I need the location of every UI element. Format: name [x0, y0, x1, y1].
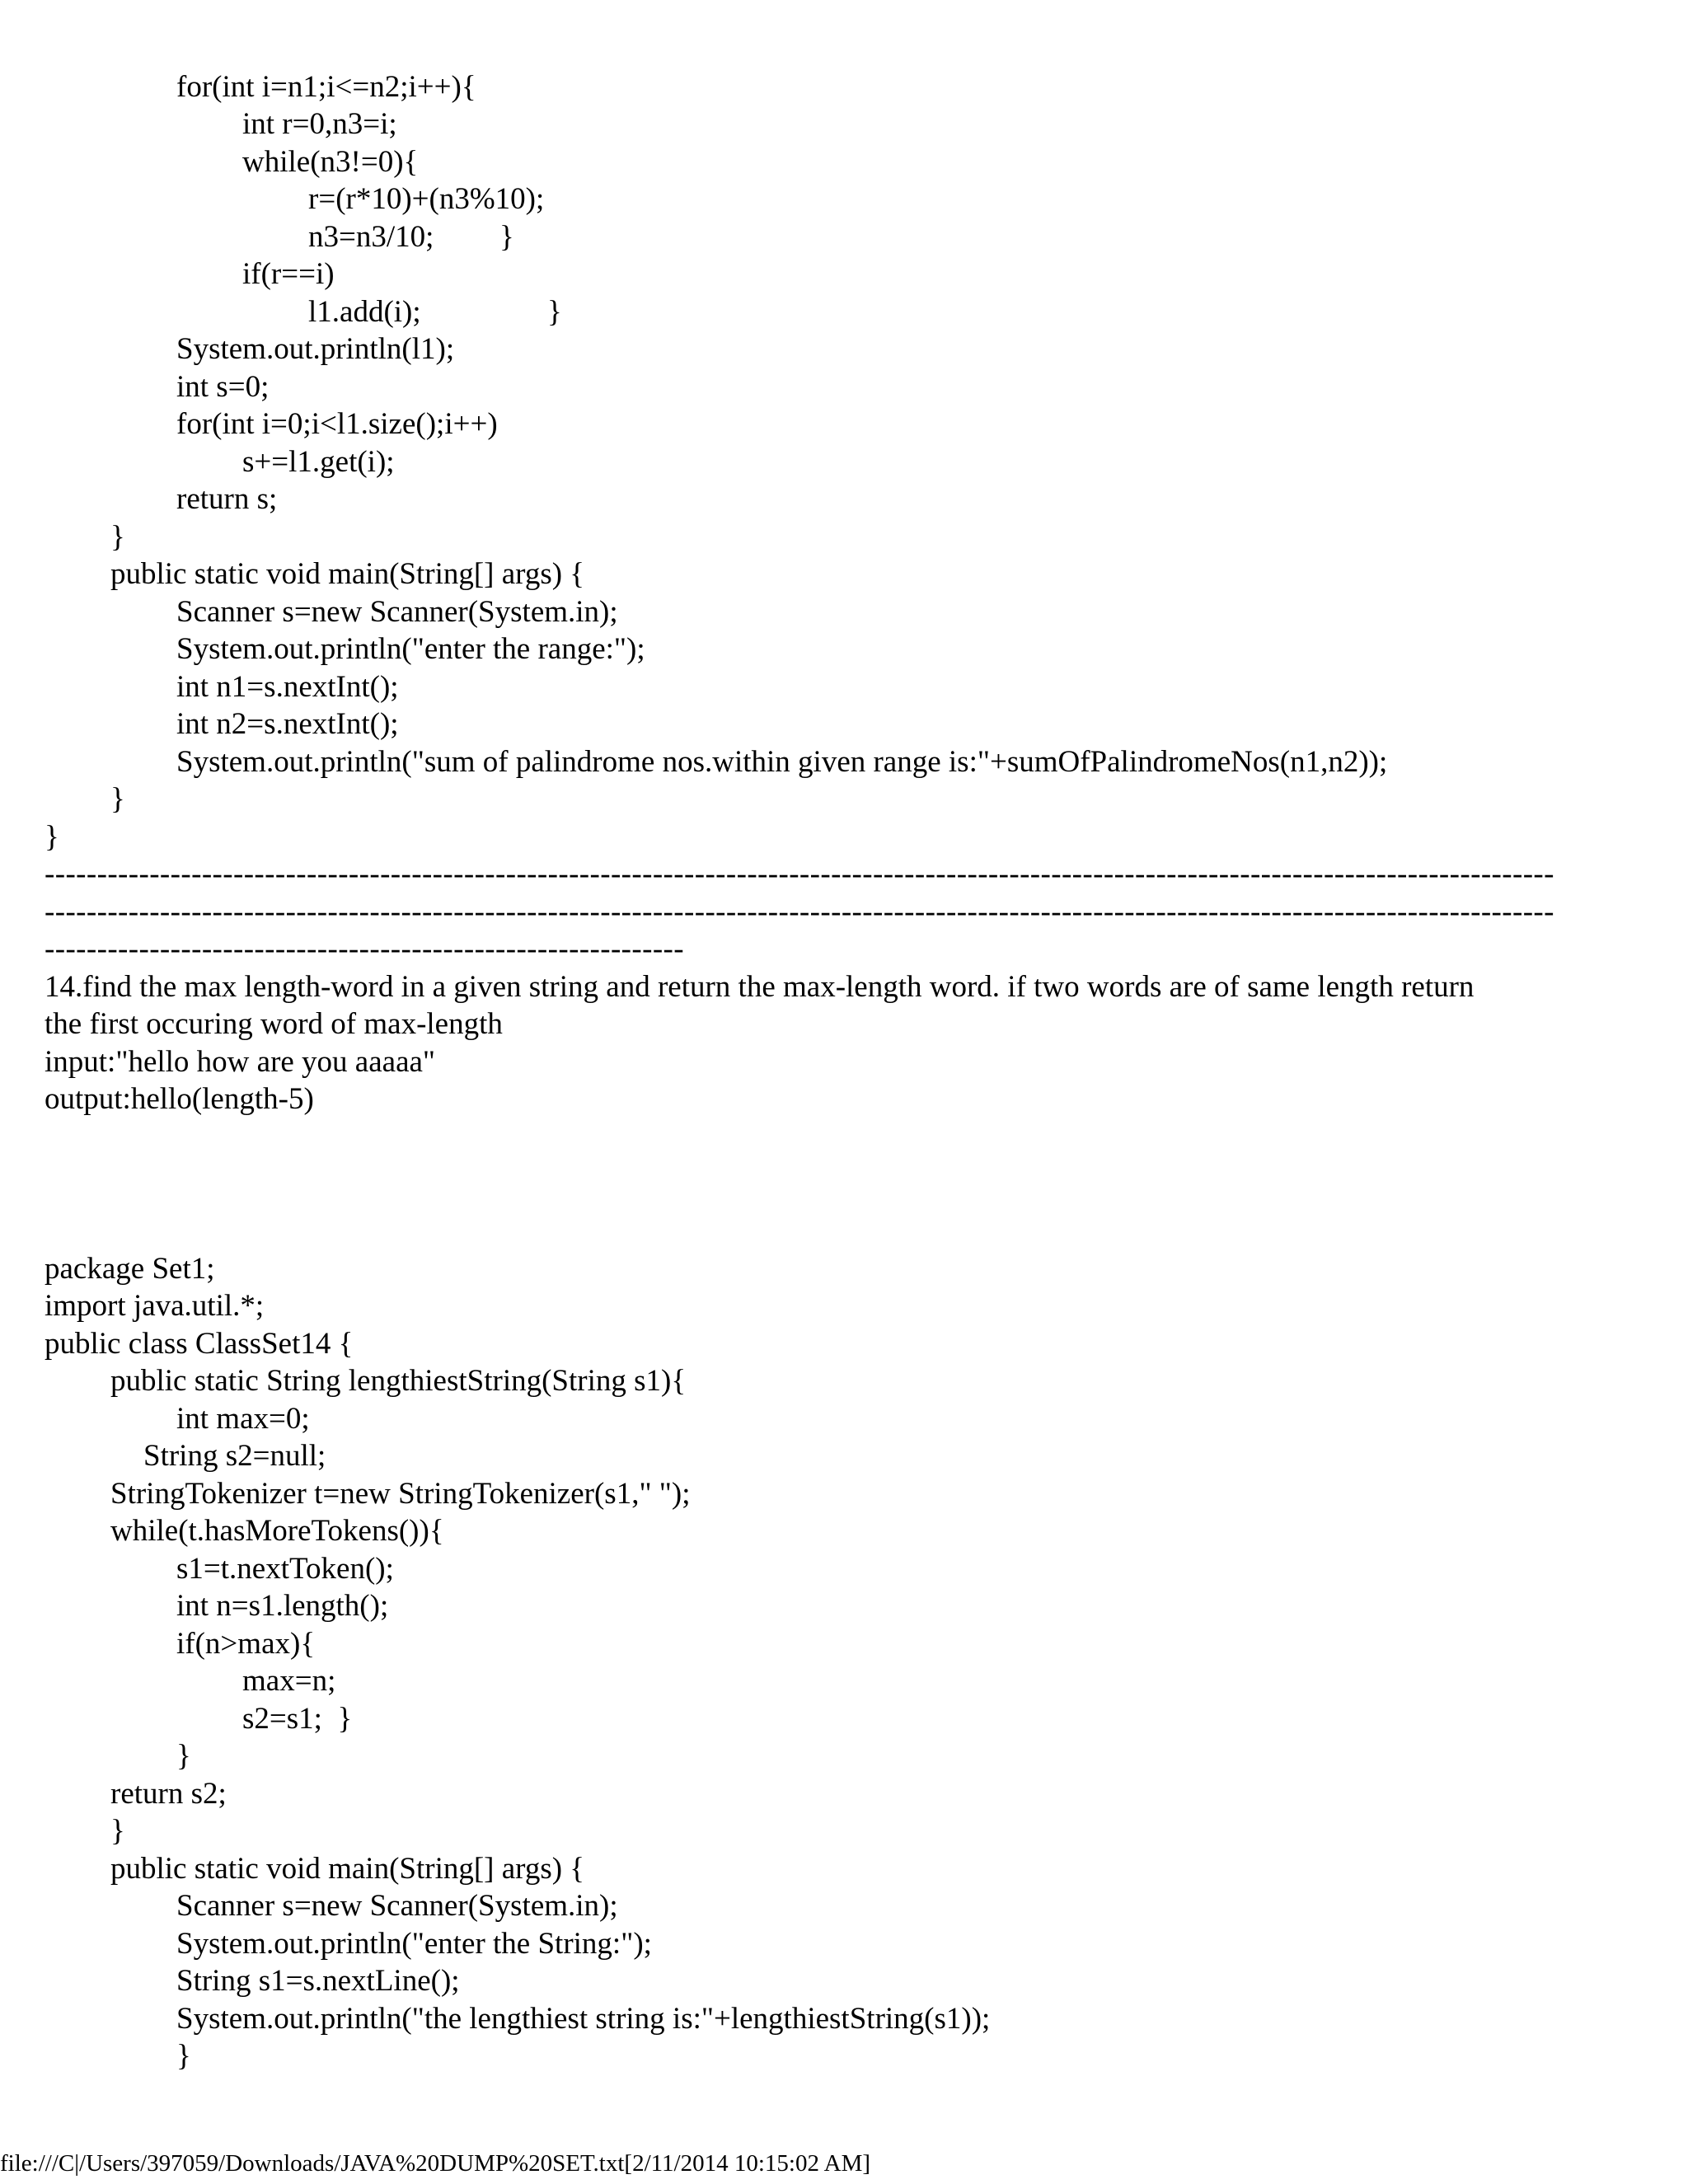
code-line: } [110, 782, 125, 816]
question-text: the first occuring word of max-length [45, 1007, 503, 1041]
code-line: } [110, 1814, 125, 1848]
code-line: public static void main(String[] args) { [110, 557, 585, 591]
code-line: public static void main(String[] args) { [110, 1852, 585, 1886]
code-line: return s; [176, 482, 278, 516]
code-line: System.out.println("enter the String:"); [176, 1927, 652, 1961]
code-line: n3=n3/10; [308, 220, 434, 254]
code-line: public class ClassSet14 { [45, 1327, 354, 1361]
code-line: for(int i=n1;i<=n2;i++){ [176, 70, 476, 104]
code-line: if(r==i) [242, 257, 335, 291]
question-input: input:"hello how are you aaaaa" [45, 1045, 436, 1079]
code-line: System.out.println(l1); [176, 332, 455, 366]
code-line: String s2=null; [143, 1439, 326, 1473]
code-line: max=n; [242, 1664, 336, 1698]
code-line: while(n3!=0){ [242, 145, 419, 179]
code-line: System.out.println("enter the range:"); [176, 632, 645, 666]
code-line: int n1=s.nextInt(); [176, 670, 399, 704]
code-line: } [45, 820, 59, 854]
separator-line: ------------------------------------------------------------- [45, 932, 684, 966]
code-line: System.out.println("sum of palindrome nos.within given range is:"+sumOfPalindromeNos(n1,n2)); [176, 745, 1388, 779]
code-line: public static String lengthiestString(String s1){ [110, 1364, 687, 1398]
code-line: l1.add(i); [308, 295, 421, 329]
code-line: } [547, 295, 562, 329]
file-path-footer: file:///C|/Users/397059/Downloads/JAVA%20DUMP%20SET.txt[2/11/2014 10:15:02 AM] [0, 2150, 871, 2177]
code-line: s2=s1; } [242, 1702, 353, 1736]
code-line: } [110, 520, 125, 554]
code-line: r=(r*10)+(n3%10); [308, 182, 545, 216]
code-line: } [499, 220, 514, 254]
code-line: } [176, 1739, 191, 1773]
code-line: int r=0,n3=i; [242, 107, 397, 141]
separator-line: ------------------------------------------------------------------------------------------------------------------------------------------------ [45, 857, 1554, 891]
code-line: Scanner s=new Scanner(System.in); [176, 1889, 618, 1923]
code-line: StringTokenizer t=new StringTokenizer(s1," "); [110, 1477, 691, 1511]
code-line: s1=t.nextToken(); [176, 1552, 394, 1586]
code-line: int max=0; [176, 1402, 310, 1436]
code-line: return s2; [110, 1777, 227, 1811]
code-line: for(int i=0;i<l1.size();i++) [176, 407, 498, 441]
code-line: int n=s1.length(); [176, 1589, 389, 1623]
code-line: Scanner s=new Scanner(System.in); [176, 595, 618, 629]
question-output: output:hello(length-5) [45, 1082, 314, 1116]
code-line: import java.util.*; [45, 1289, 265, 1323]
code-line: s+=l1.get(i); [242, 445, 395, 479]
code-line: String s1=s.nextLine(); [176, 1964, 460, 1998]
code-line: } [176, 2039, 191, 2073]
code-line: System.out.println("the lengthiest string is:"+lengthiestString(s1)); [176, 2002, 991, 2036]
code-line: while(t.hasMoreTokens()){ [110, 1514, 444, 1548]
code-line: package Set1; [45, 1252, 215, 1286]
code-line: if(n>max){ [176, 1627, 316, 1661]
separator-line: ------------------------------------------------------------------------------------------------------------------------------------------------ [45, 895, 1554, 929]
question-text: 14.find the max length-word in a given string and return the max-length word. if two words are of same length return [45, 970, 1475, 1004]
code-line: int n2=s.nextInt(); [176, 707, 399, 741]
code-line: int s=0; [176, 370, 270, 404]
